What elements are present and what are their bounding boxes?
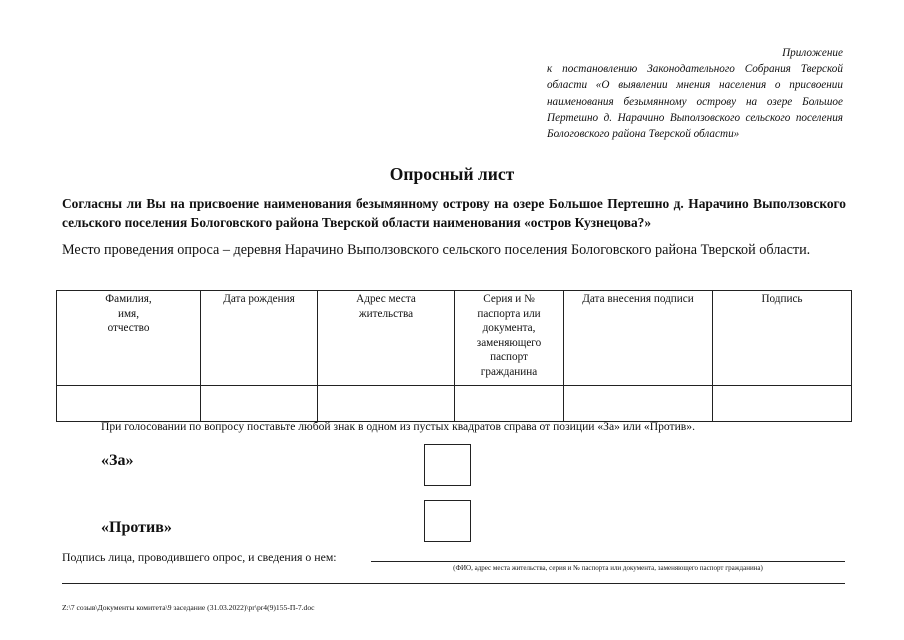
vote-against-checkbox[interactable] bbox=[424, 500, 471, 542]
signature-line-second[interactable] bbox=[62, 583, 845, 584]
signature-line[interactable] bbox=[371, 561, 845, 562]
footer-file-path: Z:\7 созыв\Документы комитета\9 заседание (31.03.2022)\pr\pr4(9)155-П-7.doc bbox=[62, 603, 315, 612]
voting-instruction: При голосовании по вопросу поставьте любой знак в одном из пустых квадратов справа от позиции «За» или «Против». bbox=[101, 420, 695, 433]
column-header-name: Фамилия, имя, отчество bbox=[57, 291, 201, 386]
cell-address[interactable] bbox=[318, 386, 455, 422]
cell-birth-date[interactable] bbox=[201, 386, 318, 422]
cell-signature-date[interactable] bbox=[564, 386, 713, 422]
appendix-text: к постановлению Законодательного Собрания Тверской области «О выявлении мнения населения о присвоении наименования безымянному острову на озере Большое Пертешно д. Нарачино Выползовского сельского поселения Бологовского района Тверской области» bbox=[547, 63, 843, 141]
signature-label: Подпись лица, проводившего опрос, и сведения о нем: bbox=[62, 550, 337, 564]
column-header-birth-date: Дата рождения bbox=[201, 291, 318, 386]
appendix-note bbox=[547, 45, 843, 142]
column-header-address: Адрес места жительства bbox=[318, 291, 455, 386]
cell-name[interactable] bbox=[57, 386, 201, 422]
page-title: Опросный лист bbox=[389, 164, 515, 184]
survey-question: Согласны ли Вы на присвоение наименования безымянному острову на озере Большое Пертешно д. Нарачино Выползовского сельского поселения Бологовского района Тверской области наименования «остров Кузнецова?» bbox=[62, 196, 846, 230]
column-header-passport: Серия и № паспорта или документа, заменяющего паспорт гражданина bbox=[455, 291, 564, 386]
cell-passport[interactable] bbox=[455, 386, 564, 422]
vote-for-label: «За» bbox=[101, 452, 134, 469]
vote-against-label: «Против» bbox=[101, 519, 172, 536]
survey-table bbox=[56, 290, 852, 422]
signature-hint: (ФИО, адрес места жительства, серия и № паспорта или документа, заменяющего паспорт гражданина) bbox=[453, 564, 763, 572]
vote-for-checkbox[interactable] bbox=[424, 444, 471, 486]
survey-place: Место проведения опроса – деревня Нарачино Выползовского сельского поселения Бологовского района Тверской области. bbox=[62, 242, 811, 258]
table-row bbox=[57, 386, 852, 422]
column-header-signature: Подпись bbox=[713, 291, 852, 386]
appendix-heading: Приложение bbox=[782, 47, 843, 59]
cell-signature[interactable] bbox=[713, 386, 852, 422]
table-header-row bbox=[57, 291, 852, 386]
column-header-signature-date: Дата внесения подписи bbox=[564, 291, 713, 386]
